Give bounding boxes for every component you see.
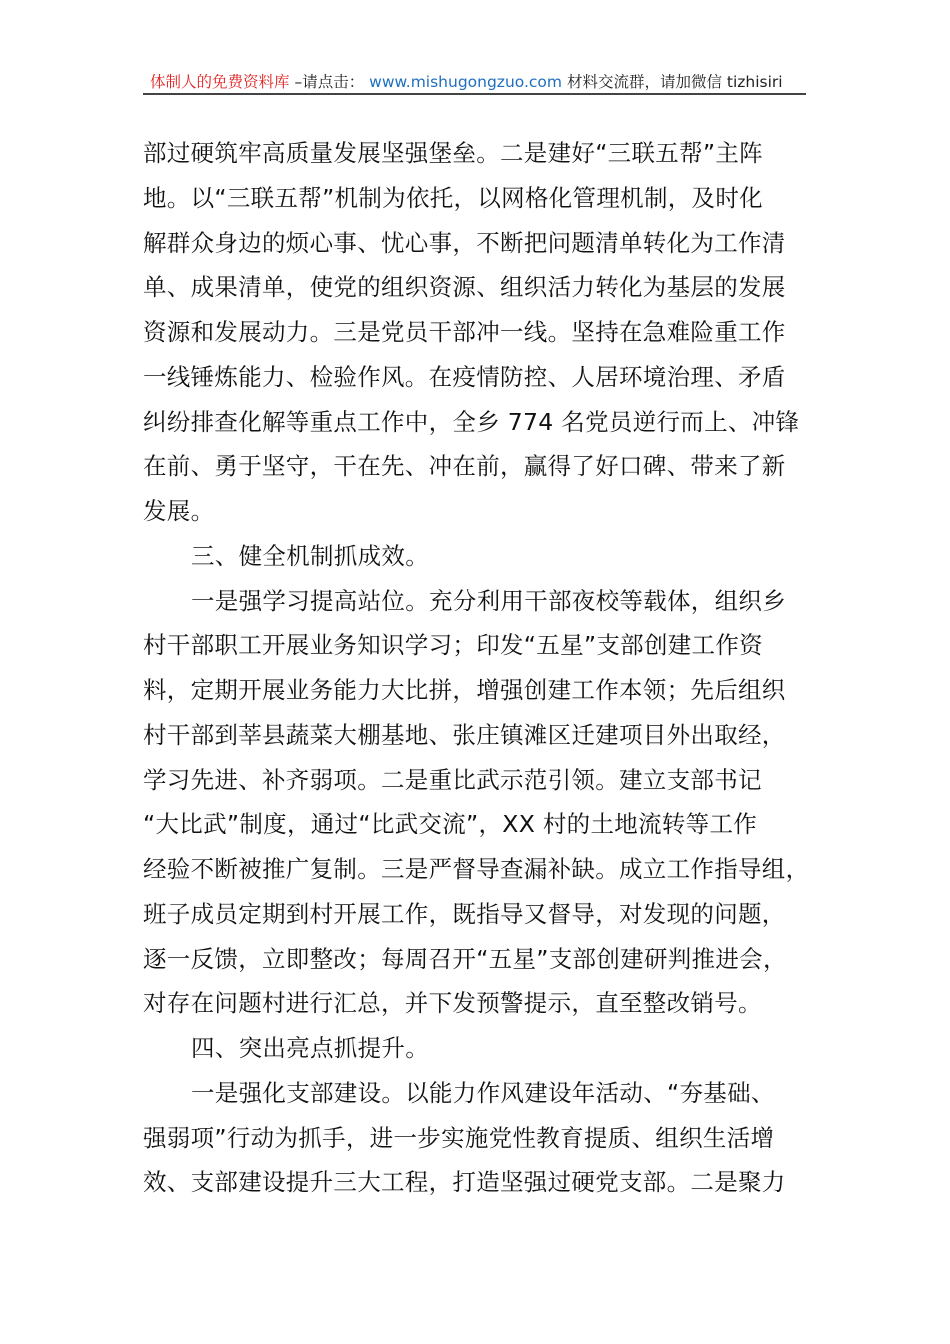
text-line: 纠纷排查化解等重点工作中，全乡 774 名党员逆行而上、冲锋	[143, 407, 800, 436]
text-line: 逐一反馈，立即整改；每周召开“五星”支部创建研判推进会，	[143, 944, 787, 973]
text-line: 发展。	[143, 497, 215, 525]
text-line: 经验不断被推广复制。三是严督导查漏补缺。成立工作指导组，	[143, 855, 810, 883]
site-link[interactable]: www.mishugongzuo.com	[369, 73, 563, 91]
text-line: 三、健全机制抓成效。	[191, 541, 429, 570]
text-line: 地。以“三联五帮”机制为依托，以网格化管理机制，及时化	[143, 183, 763, 212]
text-line: 资源和发展动力。三是党员干部冲一线。坚持在急难险重工作	[143, 318, 786, 346]
text-line: 四、突出亮点抓提升。	[191, 1034, 429, 1062]
text-line: 效、支部建设提升三大工程，打造坚强过硬党支部。二是聚力	[143, 1168, 786, 1197]
text-line: “大比武”制度，通过“比武交流”，XX 村的土地流转等工作	[143, 810, 758, 839]
text-line: 一线锤炼能力、检验作风。在疫情防控、人居环境治理、矛盾	[143, 362, 786, 391]
text-line: 村干部到莘县蔬菜大棚基地、张庄镇滩区迁建项目外出取经，	[143, 720, 786, 749]
text-line: 强弱项”行动为抓手，进一步实施党性教育提质、组织生活增	[143, 1123, 775, 1152]
text-line: 在前、勇于坚守，干在先、冲在前，赢得了好口碑、带来了新	[143, 452, 786, 481]
site-name: 体制人的免费资料库	[150, 73, 290, 91]
text-line: 部过硬筑牢高质量发展坚强堡垒。二是建好“三联五帮”主阵	[143, 139, 763, 167]
text-line: 一是强学习提高站位。充分利用干部夜校等载体，组织乡	[191, 586, 786, 615]
document-body	[143, 131, 823, 1205]
header-note: 材料交流群，请加微信 tizhisiri	[566, 73, 783, 91]
header-prompt: –请点击：	[294, 73, 365, 91]
text-line: 单、成果清单，使党的组织资源、组织活力转化为基层的发展	[143, 273, 786, 302]
text-line: 学习先进、补齐弱项。二是重比武示范引领。建立支部书记	[143, 765, 762, 794]
text-line: 一是强化支部建设。以能力作风建设年活动、“夯基础、	[191, 1078, 775, 1107]
text-line: 班子成员定期到村开展工作，既指导又督导，对发现的问题，	[143, 899, 786, 928]
text-line: 对存在问题村进行汇总，并下发预警提示，直至整改销号。	[143, 989, 762, 1018]
page-header	[150, 70, 783, 92]
text-line: 解群众身边的烦心事、忧心事，不断把问题清单转化为工作清	[143, 228, 786, 257]
text-line: 料，定期开展业务能力大比拼，增强创建工作本领；先后组织	[143, 676, 786, 704]
header-divider	[143, 93, 806, 95]
text-line: 村干部职工开展业务知识学习；印发“五星”支部创建工作资	[143, 631, 763, 660]
